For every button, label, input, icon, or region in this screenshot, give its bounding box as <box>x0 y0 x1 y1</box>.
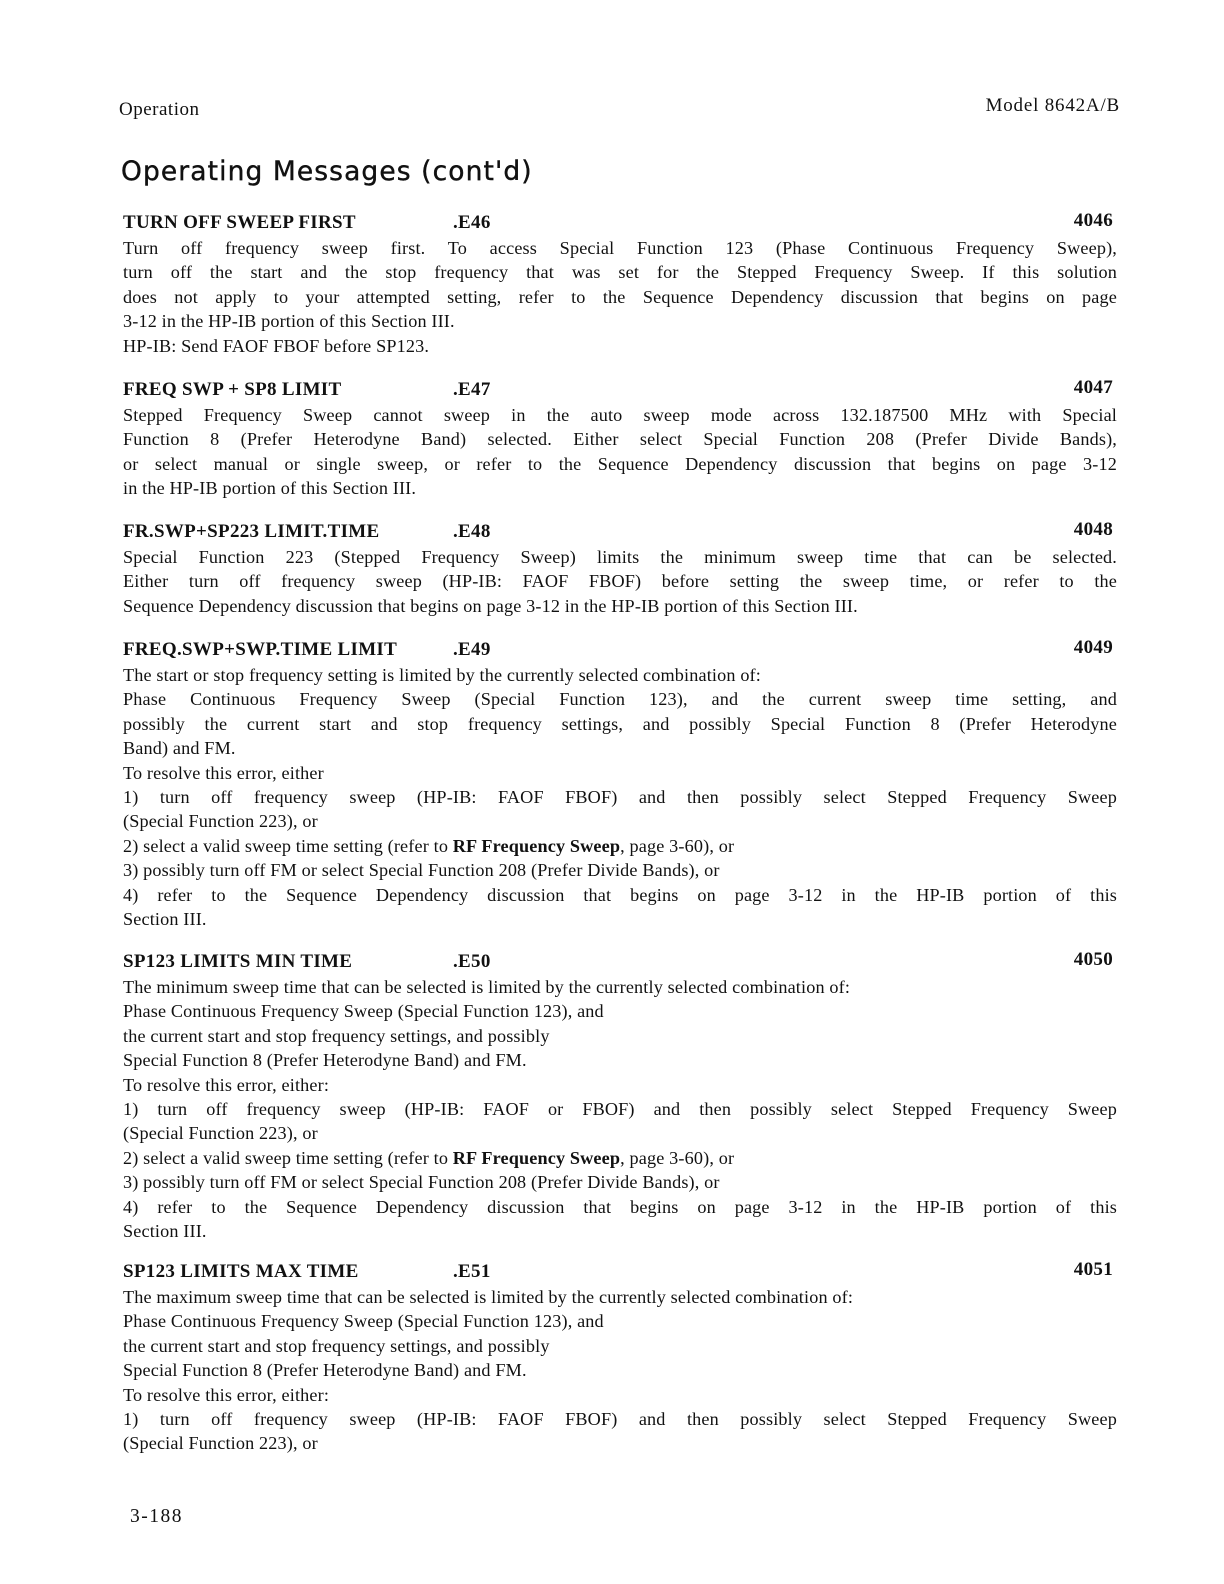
message-heading <box>123 379 1117 403</box>
message-line <box>123 1146 1117 1170</box>
message-line: Section III. <box>123 1221 207 1242</box>
message-number: 4046 <box>1073 210 1113 231</box>
message-line <box>123 834 1117 858</box>
message-line: (Special Function 223), or <box>123 811 318 832</box>
message-line: HP-IB: Send FAOF FBOF before SP123. <box>123 335 430 356</box>
message-line: To resolve this error, either <box>123 762 324 783</box>
message-line: Special Function 8 (Prefer Heterodyne Band) and FM. <box>123 1050 527 1071</box>
message-number: 4048 <box>1073 519 1113 540</box>
message-number: 4049 <box>1073 637 1113 658</box>
message-e47 <box>123 379 1117 501</box>
message-line: Sequence Dependency discussion that begins on page 3-12 in the HP-IB portion of this Section III. <box>123 595 858 616</box>
message-line: the current start and stop frequency settings, and possibly <box>123 1335 550 1356</box>
message-e49 <box>123 639 1117 931</box>
message-name: FREQ SWP + SP8 LIMIT <box>123 379 342 400</box>
message-heading <box>123 1261 1117 1285</box>
message-line: in the HP-IB portion of this Section III. <box>123 478 417 499</box>
message-code: .E50 <box>453 951 491 972</box>
message-line: To resolve this error, either: <box>123 1074 330 1095</box>
message-line: (Special Function 223), or <box>123 1123 318 1144</box>
message-line: Either turn off frequency sweep (HP-IB: FAOF FBOF) before setting the sweep time, or refer to the <box>123 571 1117 592</box>
message-number: 4047 <box>1073 377 1113 398</box>
message-line: 3) possibly turn off FM or select Special Function 208 (Prefer Divide Bands), or <box>123 860 720 881</box>
message-code: .E48 <box>453 521 491 542</box>
line-text: 2) select a valid sweep time setting (refer to <box>123 1147 453 1168</box>
message-e50 <box>123 951 1117 1243</box>
message-line: Band) and FM. <box>123 738 236 759</box>
message-heading <box>123 521 1117 545</box>
message-line: Function 8 (Prefer Heterodyne Band) selected. Either select Special Function 208 (Prefer Divide Bands), <box>123 429 1117 450</box>
message-line: (Special Function 223), or <box>123 1433 318 1454</box>
rf-frequency-sweep-ref: RF Frequency Sweep <box>452 1147 621 1168</box>
message-line: turn off the start and the stop frequency that was set for the Stepped Frequency Sweep. If this solution <box>123 262 1117 283</box>
message-line: The maximum sweep time that can be selected is limited by the currently selected combination of: <box>123 1287 854 1307</box>
message-line: The start or stop frequency setting is limited by the currently selected combination of: <box>123 665 761 685</box>
message-line: Special Function 8 (Prefer Heterodyne Band) and FM. <box>123 1360 527 1381</box>
message-line: possibly the current start and stop frequency settings, and possibly Special Function 8 (Prefer Heterodyne <box>123 713 1117 734</box>
message-code: .E51 <box>453 1261 491 1282</box>
page-number: 3-188 <box>130 1506 183 1527</box>
message-line: 3-12 in the HP-IB portion of this Section III. <box>123 311 455 332</box>
rf-frequency-sweep-ref: RF Frequency Sweep <box>452 835 621 856</box>
message-line: Phase Continuous Frequency Sweep (Special Function 123), and the current sweep time setting, and <box>123 689 1117 710</box>
message-line: 4) refer to the Sequence Dependency discussion that begins on page 3-12 in the HP-IB portion of this <box>123 884 1117 905</box>
message-name: FR.SWP+SP223 LIMIT.TIME <box>123 521 380 542</box>
section-header: Operation <box>119 99 200 120</box>
message-name: FREQ.SWP+SWP.TIME LIMIT <box>123 639 398 660</box>
message-e46 <box>123 212 1117 358</box>
message-line: 1) turn off frequency sweep (HP-IB: FAOF FBOF) and then possibly select Stepped Frequency Sweep <box>123 787 1117 808</box>
model-header: Model 8642A/B <box>985 95 1120 116</box>
message-line: The minimum sweep time that can be selected is limited by the currently selected combination of: <box>123 977 851 997</box>
message-line: Turn off frequency sweep first. To access Special Function 123 (Phase Continuous Frequency Sweep), <box>123 238 1117 258</box>
message-line: 1) turn off frequency sweep (HP-IB: FAOF or FBOF) and then possibly select Stepped Frequency Sweep <box>123 1099 1117 1120</box>
message-code: .E46 <box>453 212 491 233</box>
message-number: 4050 <box>1073 949 1113 970</box>
message-name: SP123 LIMITS MAX TIME <box>123 1261 359 1282</box>
line-text: , page 3-60), or <box>620 835 735 856</box>
message-name: TURN OFF SWEEP FIRST <box>123 212 356 233</box>
message-e51 <box>123 1261 1117 1456</box>
message-line: 3) possibly turn off FM or select Special Function 208 (Prefer Divide Bands), or <box>123 1172 720 1193</box>
line-text: , page 3-60), or <box>620 1147 735 1168</box>
message-heading <box>123 639 1117 663</box>
message-line: does not apply to your attempted setting, refer to the Sequence Dependency discussion that begins on page <box>123 286 1117 307</box>
message-line: Phase Continuous Frequency Sweep (Special Function 123), and <box>123 1311 604 1332</box>
page-title: Operating Messages (cont'd) <box>121 156 533 187</box>
message-heading <box>123 212 1117 236</box>
message-line: Section III. <box>123 909 207 930</box>
message-line: 1) turn off frequency sweep (HP-IB: FAOF FBOF) and then possibly select Stepped Frequency Sweep <box>123 1409 1117 1430</box>
message-number: 4051 <box>1073 1259 1113 1280</box>
message-line: Phase Continuous Frequency Sweep (Special Function 123), and <box>123 1001 604 1022</box>
message-e48 <box>123 521 1117 618</box>
message-name: SP123 LIMITS MIN TIME <box>123 951 353 972</box>
line-text: 2) select a valid sweep time setting (refer to <box>123 835 453 856</box>
message-line: the current start and stop frequency settings, and possibly <box>123 1025 550 1046</box>
message-line: 4) refer to the Sequence Dependency discussion that begins on page 3-12 in the HP-IB portion of this <box>123 1196 1117 1217</box>
message-line: Stepped Frequency Sweep cannot sweep in the auto sweep mode across 132.187500 MHz with Special <box>123 405 1117 425</box>
message-code: .E49 <box>453 639 491 660</box>
message-code: .E47 <box>453 379 491 400</box>
message-heading <box>123 951 1117 975</box>
message-line: or select manual or single sweep, or refer to the Sequence Dependency discussion that begins on page 3-12 <box>123 453 1117 474</box>
message-line: Special Function 223 (Stepped Frequency Sweep) limits the minimum sweep time that can be selected. <box>123 547 1117 567</box>
message-line: To resolve this error, either: <box>123 1384 330 1405</box>
